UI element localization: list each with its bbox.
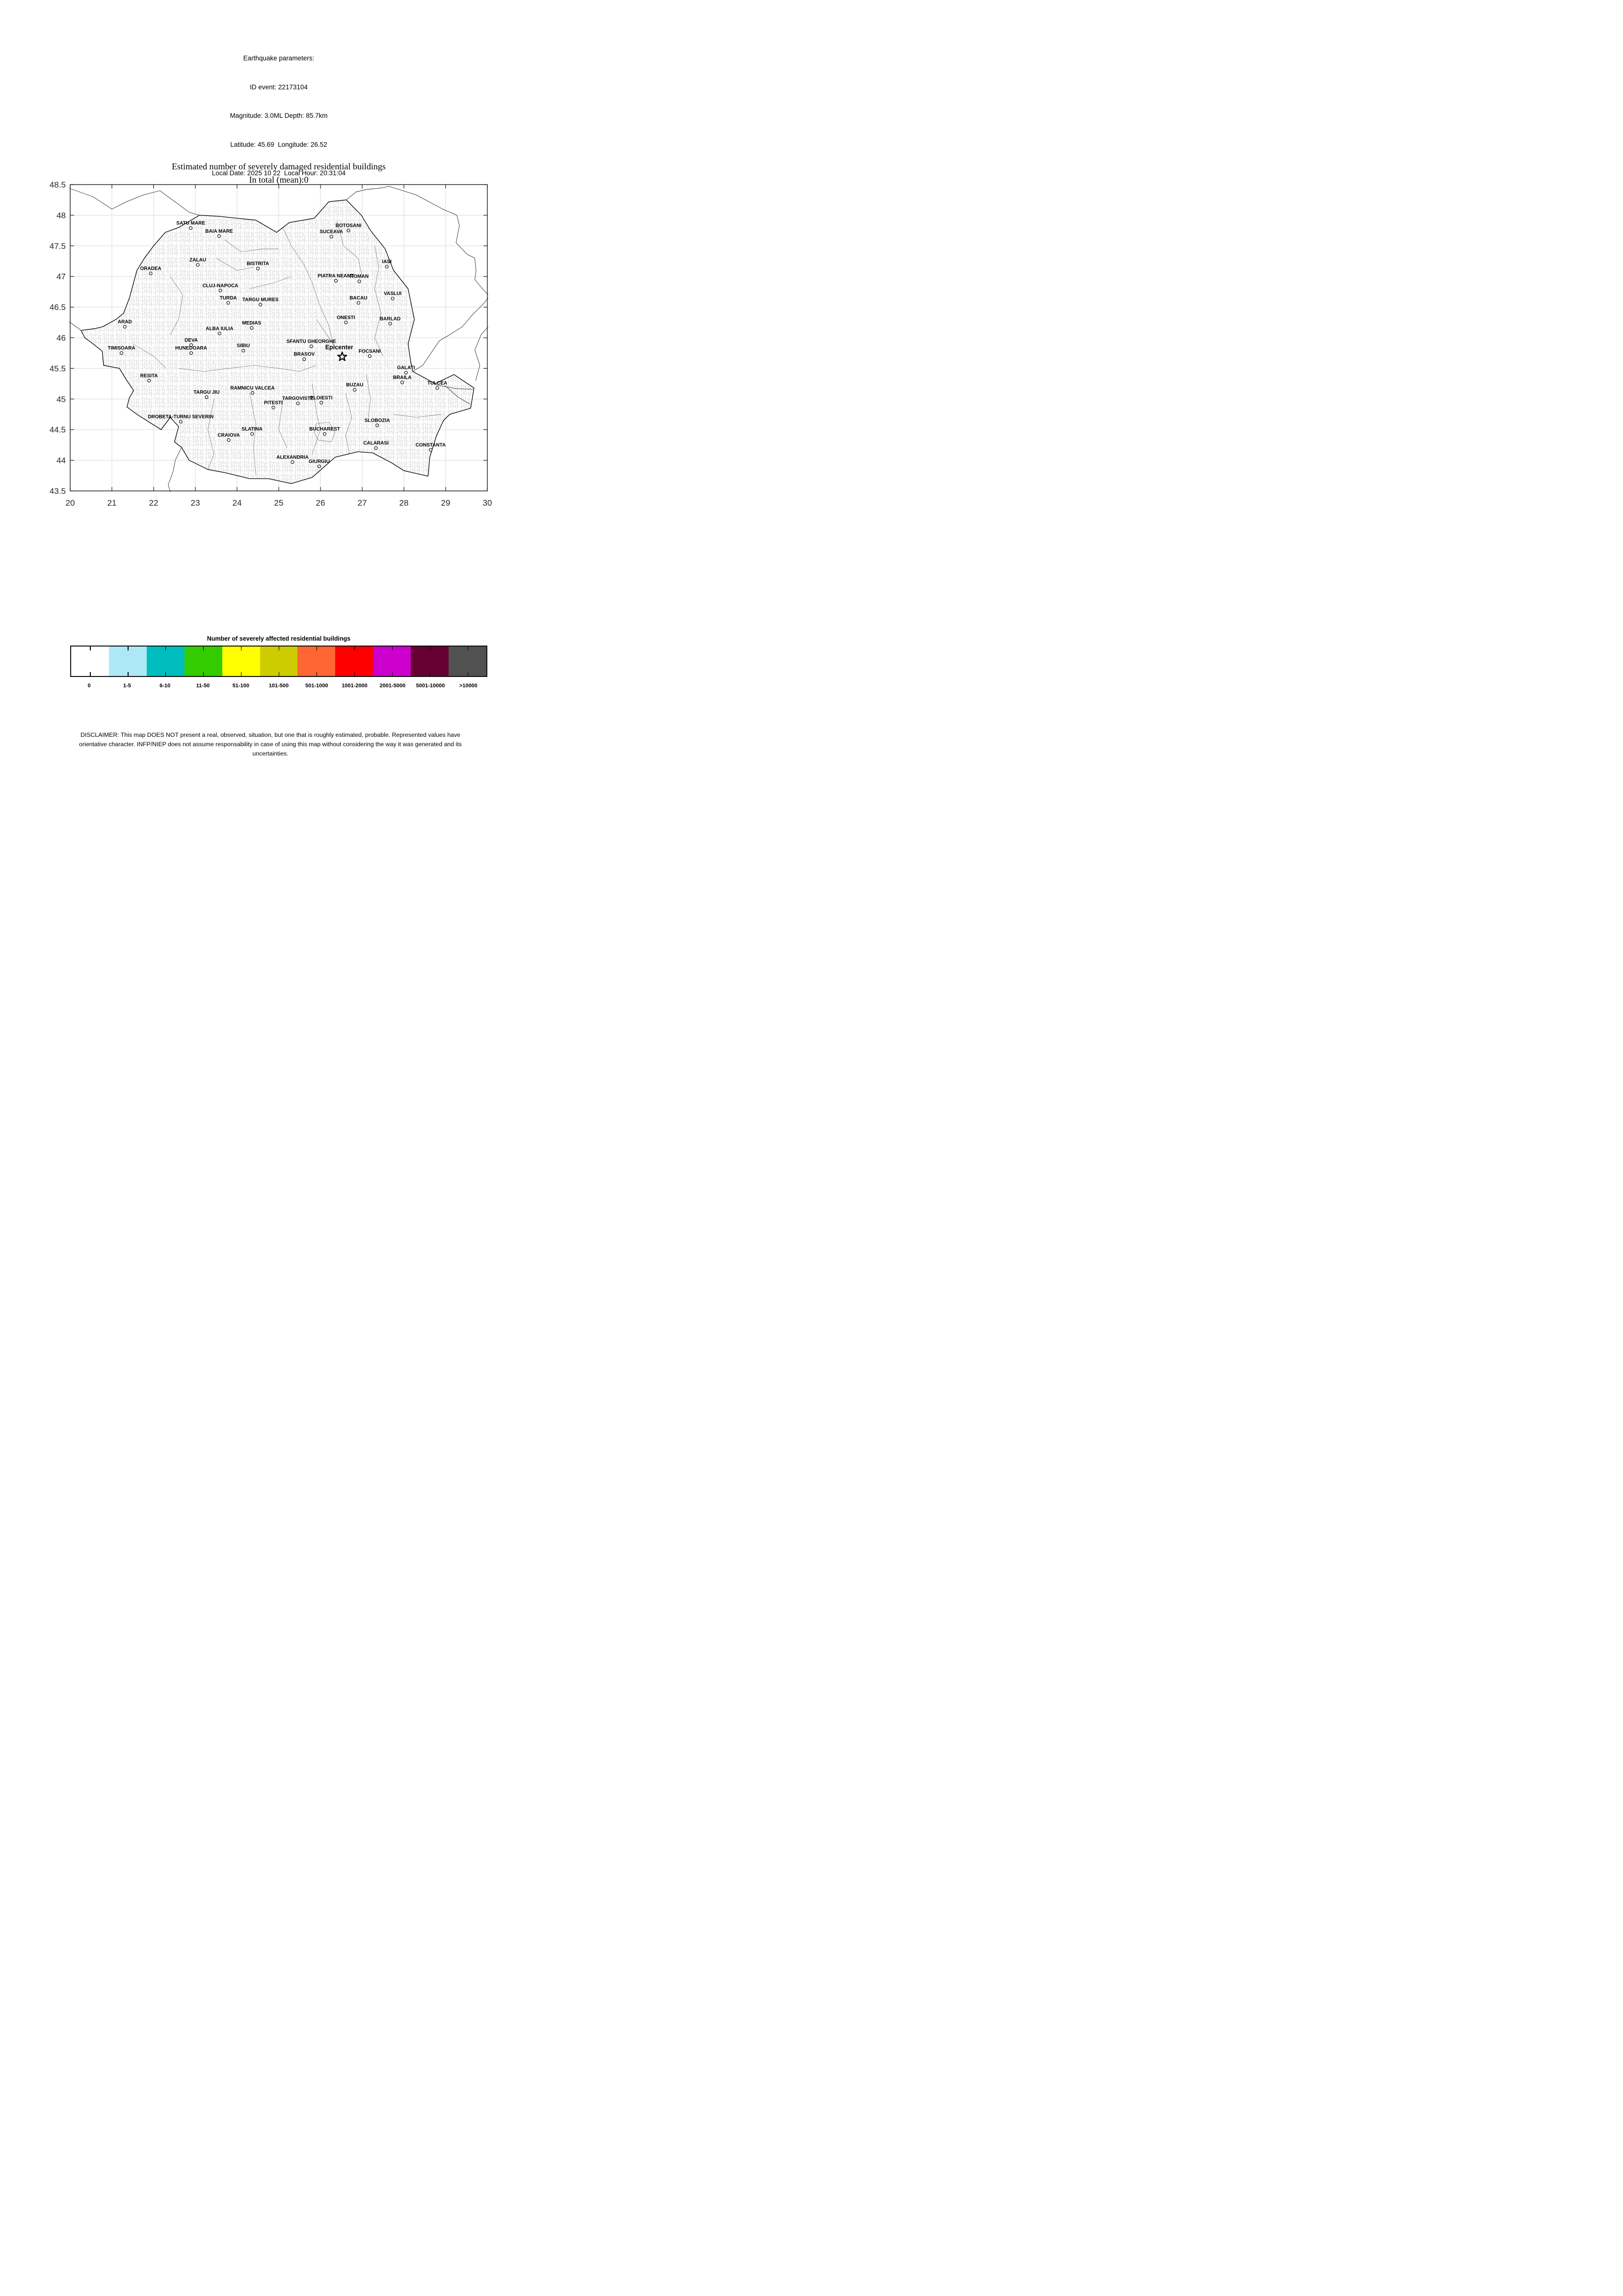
legend-range-label: 1-5 bbox=[123, 683, 131, 689]
x-tick-label: 26 bbox=[316, 498, 325, 508]
x-tick-label: 25 bbox=[274, 498, 284, 508]
city-marker bbox=[345, 321, 347, 324]
city-label: TARGOVISTE bbox=[282, 396, 314, 402]
legend-swatch bbox=[147, 647, 185, 676]
city-marker bbox=[227, 301, 230, 304]
y-tick-label: 46.5 bbox=[49, 302, 66, 312]
city-marker bbox=[148, 379, 151, 382]
city-label: TARGU MURES bbox=[242, 297, 279, 303]
city-marker bbox=[250, 326, 253, 329]
x-tick-label: 22 bbox=[149, 498, 159, 508]
y-tick-label: 44.5 bbox=[49, 425, 66, 435]
disclaimer-line3: uncertainties. bbox=[252, 750, 289, 757]
legend-swatch bbox=[222, 647, 260, 676]
city-marker bbox=[368, 354, 371, 357]
y-tick-label: 47.5 bbox=[49, 241, 66, 251]
legend-range-label: 11-50 bbox=[196, 683, 210, 689]
city-label: ORADEA bbox=[140, 266, 161, 271]
y-tick-label: 47 bbox=[56, 272, 66, 282]
legend-swatch bbox=[260, 647, 298, 676]
city-marker bbox=[179, 420, 182, 423]
city-label: ONESTI bbox=[337, 315, 355, 321]
city-label: DROBETA-TURNU SEVERIN bbox=[148, 414, 214, 420]
city-marker bbox=[149, 272, 152, 275]
legend-swatch bbox=[449, 647, 486, 676]
x-tick-label: 27 bbox=[357, 498, 367, 508]
city-marker bbox=[196, 263, 199, 266]
city-label: RAMNICU VALCEA bbox=[230, 385, 275, 391]
param-line-lat-lon: Latitude: 45.69 Longitude: 26.52 bbox=[230, 140, 327, 148]
legend-tick bbox=[203, 647, 204, 650]
city-marker bbox=[123, 325, 126, 328]
y-tick-label: 46 bbox=[56, 333, 66, 343]
disclaimer bbox=[27, 730, 514, 758]
city-label: RESITA bbox=[140, 373, 158, 379]
city-label: SLATINA bbox=[241, 426, 263, 432]
city-marker bbox=[347, 229, 350, 232]
x-tick-label: 29 bbox=[441, 498, 451, 508]
legend-tick bbox=[354, 672, 355, 676]
city-label: FOCSANI bbox=[358, 349, 381, 354]
map-title-line2: In total (mean):0 bbox=[249, 175, 309, 185]
city-label: SLOBOZIA bbox=[364, 418, 390, 424]
legend-tick bbox=[392, 647, 393, 650]
y-tick-label: 48 bbox=[56, 211, 66, 220]
city-label: MEDIAS bbox=[242, 321, 262, 326]
city-marker bbox=[242, 349, 245, 352]
city-label: BRAILA bbox=[393, 375, 412, 381]
legend-range-label: 0 bbox=[87, 683, 91, 689]
city-marker bbox=[291, 460, 294, 463]
city-label: PITESTI bbox=[264, 400, 283, 406]
city-label: GIURGIU bbox=[309, 459, 330, 465]
city-label: TARGU JIU bbox=[193, 390, 220, 396]
city-label: BAIA MARE bbox=[205, 228, 233, 234]
legend-swatch bbox=[71, 647, 109, 676]
legend-range-label: 1001-2000 bbox=[342, 683, 368, 689]
city-marker bbox=[218, 332, 221, 335]
city-label: SATU MARE bbox=[176, 220, 206, 226]
city-label: PIATRA NEAMT bbox=[318, 273, 354, 279]
city-label: HUNEDOARA bbox=[175, 346, 207, 351]
legend-swatch bbox=[185, 647, 222, 676]
city-label: TURDA bbox=[219, 295, 237, 301]
legend-range-label: 501-1000 bbox=[305, 683, 328, 689]
city-marker bbox=[190, 351, 193, 354]
legend-swatch bbox=[373, 647, 411, 676]
legend-swatch bbox=[297, 647, 335, 676]
city-label: BOTOSANI bbox=[335, 223, 362, 229]
city-label: SFANTU GHEORGHE bbox=[286, 339, 336, 345]
city-label: CLUJ-NAPOCA bbox=[202, 283, 239, 289]
city-marker bbox=[303, 358, 306, 361]
city-marker bbox=[404, 371, 407, 374]
city-marker bbox=[320, 401, 323, 404]
city-marker bbox=[376, 424, 379, 427]
city-label: BACAU bbox=[349, 295, 368, 301]
legend-swatch bbox=[335, 647, 373, 676]
city-marker bbox=[385, 265, 388, 268]
city-marker bbox=[330, 235, 333, 238]
city-marker bbox=[120, 351, 123, 354]
city-label: BRASOV bbox=[293, 351, 315, 357]
x-tick-label: 23 bbox=[190, 498, 200, 508]
city-marker bbox=[227, 438, 230, 441]
map-title-line1: Estimated number of severely damaged residential buildings bbox=[172, 162, 386, 171]
x-tick-label: 28 bbox=[399, 498, 409, 508]
y-tick-label: 44 bbox=[56, 456, 66, 465]
city-marker bbox=[251, 432, 254, 435]
city-marker bbox=[389, 322, 392, 325]
city-label: ALEXANDRIA bbox=[276, 455, 309, 460]
legend-tick bbox=[165, 647, 166, 650]
legend-range-label: >10000 bbox=[459, 683, 478, 689]
legend-range-label: 101-500 bbox=[268, 683, 289, 689]
epicenter-label: Epicenter bbox=[325, 344, 353, 351]
legend-range-label: 2001-5000 bbox=[379, 683, 406, 689]
x-tick-label: 20 bbox=[65, 498, 75, 508]
city-marker bbox=[272, 406, 275, 409]
city-label: SUCEAVA bbox=[319, 229, 343, 235]
city-marker bbox=[353, 388, 356, 391]
city-marker bbox=[217, 235, 220, 238]
city-label: BARLAD bbox=[379, 316, 401, 322]
legend-range-label: 5001-10000 bbox=[416, 683, 445, 689]
city-marker bbox=[219, 289, 222, 292]
city-marker bbox=[323, 432, 326, 435]
city-marker bbox=[259, 303, 262, 306]
city-marker bbox=[296, 402, 299, 405]
city-label: ROMAN bbox=[350, 274, 369, 280]
city-label: SIBIU bbox=[237, 343, 250, 349]
city-label: TIMISOARA bbox=[107, 346, 135, 351]
y-tick-label: 43.5 bbox=[49, 486, 66, 496]
earthquake-damage-report-page bbox=[0, 0, 541, 765]
city-marker bbox=[391, 297, 394, 300]
city-label: GALATI bbox=[397, 365, 415, 371]
city-label: PLOIESTI bbox=[310, 395, 333, 401]
city-marker bbox=[429, 448, 432, 451]
city-label: BISTRITA bbox=[246, 261, 269, 267]
city-marker bbox=[358, 280, 361, 283]
city-label: TULCEA bbox=[427, 380, 448, 386]
city-marker bbox=[334, 279, 337, 282]
y-tick-label: 45.5 bbox=[49, 364, 66, 374]
disclaimer-line2: orientative character. INFP/NIEP does not assume responsability in case of using this map without considering the way it was generated and its bbox=[79, 741, 462, 748]
city-label: CRAIOVA bbox=[217, 432, 240, 438]
city-label: CALARASI bbox=[363, 440, 389, 446]
legend-tick bbox=[392, 672, 393, 676]
city-marker bbox=[310, 345, 313, 348]
city-marker bbox=[401, 381, 404, 384]
legend-range-label: 6-10 bbox=[160, 683, 171, 689]
param-line-id: ID event: 22173104 bbox=[250, 83, 308, 91]
city-label: VASLUI bbox=[384, 291, 402, 297]
damage-legend bbox=[70, 635, 487, 689]
legend-range-labels bbox=[70, 683, 487, 689]
param-line-title: Earthquake parameters: bbox=[243, 54, 315, 62]
city-label: CONSTANTA bbox=[415, 442, 446, 448]
legend-tick bbox=[203, 672, 204, 676]
legend-range-label: 51-100 bbox=[232, 683, 249, 689]
city-marker bbox=[189, 227, 192, 230]
city-marker bbox=[357, 301, 360, 304]
city-label: DEVA bbox=[184, 337, 198, 343]
city-marker bbox=[257, 267, 260, 270]
legend-title: Number of severely affected residential buildings bbox=[207, 635, 351, 642]
legend-swatch bbox=[109, 647, 147, 676]
y-tick-label: 45 bbox=[56, 394, 66, 404]
city-label: ZALAU bbox=[189, 257, 207, 263]
x-tick-label: 30 bbox=[482, 498, 492, 508]
legend-colorbar bbox=[70, 646, 487, 677]
city-marker bbox=[318, 465, 320, 468]
legend-swatch bbox=[411, 647, 449, 676]
x-tick-label: 21 bbox=[107, 498, 117, 508]
city-marker bbox=[251, 391, 254, 394]
legend-tick bbox=[354, 647, 355, 650]
param-line-date-hour: Local Date: 2025 10 22 Local Hour: 20:31:04 bbox=[212, 169, 346, 177]
param-line-magnitude-depth: Magnitude: 3.0ML Depth: 85.7km bbox=[230, 112, 328, 119]
city-label: IASI bbox=[382, 259, 392, 265]
city-marker bbox=[205, 396, 208, 399]
disclaimer-line1: DISCLAIMER: This map DOES NOT present a real, observed, situation, but one that is roughly estimated, probable. Represented values have bbox=[80, 731, 460, 738]
city-label: BUZAU bbox=[346, 382, 364, 388]
city-label: ALBA IULIA bbox=[206, 326, 234, 332]
city-marker bbox=[436, 386, 439, 389]
city-label: BUCHAREST bbox=[309, 426, 340, 432]
legend-tick bbox=[165, 672, 166, 676]
x-tick-label: 24 bbox=[232, 498, 242, 508]
city-label: ARAD bbox=[117, 319, 132, 325]
city-marker bbox=[374, 447, 377, 450]
y-tick-label: 48.5 bbox=[49, 180, 66, 189]
